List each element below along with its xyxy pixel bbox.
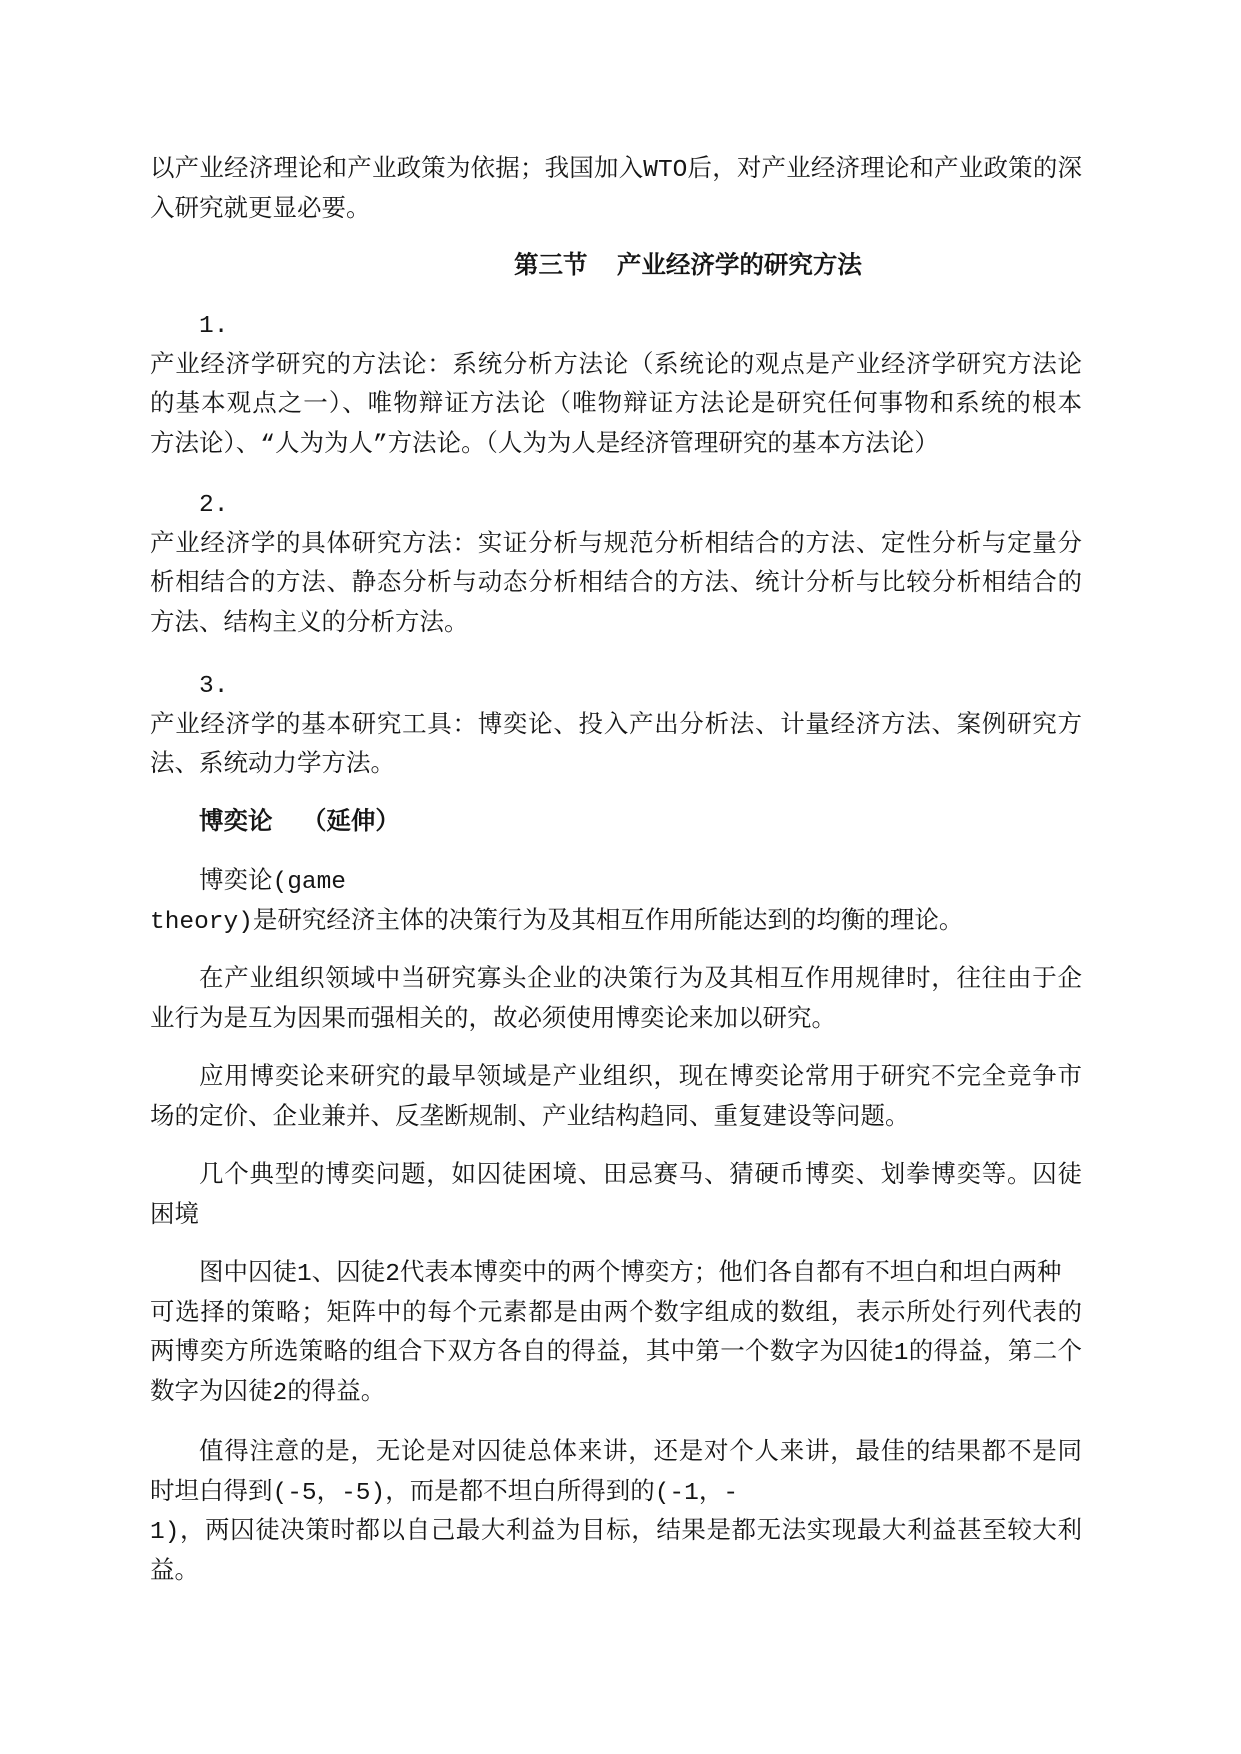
text-line: 几个典型的博奕问题，如囚徒困境、田忌赛马、猜硬币博奕、划拳博奕等。囚徒 [199, 1163, 1082, 1190]
text-line: 业行为是互为因果而强相关的，故必须使用博奕论来加以研究。 [150, 1006, 836, 1034]
text-line: 博奕论(game [199, 869, 347, 896]
text-line: 数字为囚徒2的得益。 [150, 1379, 386, 1407]
paragraph [150, 961, 1082, 1040]
paragraph [150, 1255, 1082, 1413]
text-line: 时坦白得到(-5，-5)，而是都不坦白所得到的(-1，- [150, 1479, 739, 1507]
text-line: 益。 [150, 1558, 199, 1586]
paragraph [150, 1059, 1082, 1138]
text-line: 在产业组织领域中当研究寡头企业的决策行为及其相互作用规律时，往往由于企 [199, 967, 1082, 994]
text-line: 的基本观点之一）、唯物辩证方法论（唯物辩证方法论是研究任何事物和系统的根本 [150, 392, 1082, 419]
text-line: 以产业经济理论和产业政策为依据；我国加入WTO后，对产业经济理论和产业政策的深 [150, 157, 1082, 184]
text-line: 困境 [150, 1202, 199, 1230]
text-line: 入研究就更显必要。 [150, 196, 371, 224]
list-number: 1. [199, 313, 229, 340]
list-number: 3. [199, 673, 229, 700]
list-number: 2. [199, 492, 229, 519]
text-line: 图中囚徒1、囚徒2代表本博奕中的两个博奕方；他们各自都有不坦白和坦白两种 [199, 1261, 1062, 1288]
text-line: 1)，两囚徒决策时都以自己最大利益为目标，结果是都无法实现最大利益甚至较大利 [150, 1519, 1082, 1546]
paragraph [150, 1157, 1082, 1236]
paragraph [150, 1434, 1082, 1592]
text-line: 可选择的策略；矩阵中的每个元素都是由两个数字组成的数组，表示所处行列代表的 [150, 1300, 1082, 1328]
list-item-3 [150, 667, 1082, 786]
text-line: 场的定价、企业兼并、反垄断规制、产业结构趋同、重复建设等问题。 [150, 1104, 910, 1132]
text-line: theory)是研究经济主体的决策行为及其相互作用所能达到的均衡的理论。 [150, 908, 964, 936]
section-heading: 第三节 产业经济学的研究方法 [514, 254, 862, 281]
intro-paragraph [150, 151, 1082, 230]
text-line: 法、系统动力学方法。 [150, 752, 395, 779]
text-line: 方法、结构主义的分析方法。 [150, 610, 469, 638]
text-line: 产业经济学的基本研究工具：博奕论、投入产出分析法、计量经济方法、案例研究方 [150, 712, 1082, 740]
text-line: 析相结合的方法、静态分析与动态分析相结合的方法、统计分析与比较分析相结合的 [150, 571, 1082, 598]
text-line: 两博奕方所选策略的组合下双方各自的得益，其中第一个数字为囚徒1的得益，第二个 [150, 1340, 1082, 1367]
text-line: 产业经济学的具体研究方法：实证分析与规范分析相结合的方法、定性分析与定量分 [150, 531, 1082, 559]
text-line: 应用博奕论来研究的最早领域是产业组织，现在博奕论常用于研究不完全竞争市 [199, 1065, 1082, 1092]
text-line: 值得注意的是，无论是对囚徒总体来讲，还是对个人来讲，最佳的结果都不是同 [199, 1440, 1082, 1467]
text-line: 产业经济学研究的方法论：系统分析方法论（系统论的观点是产业经济学研究方法论 [150, 352, 1082, 380]
text-line: 方法论）、“人为为人”方法论。（人为为人是经济管理研究的基本方法论） [150, 431, 939, 459]
list-item-1 [150, 307, 1082, 465]
paragraph [150, 863, 1082, 942]
list-item-2 [150, 486, 1082, 644]
subheading-game-theory: 博奕论 （延伸） [199, 810, 400, 837]
